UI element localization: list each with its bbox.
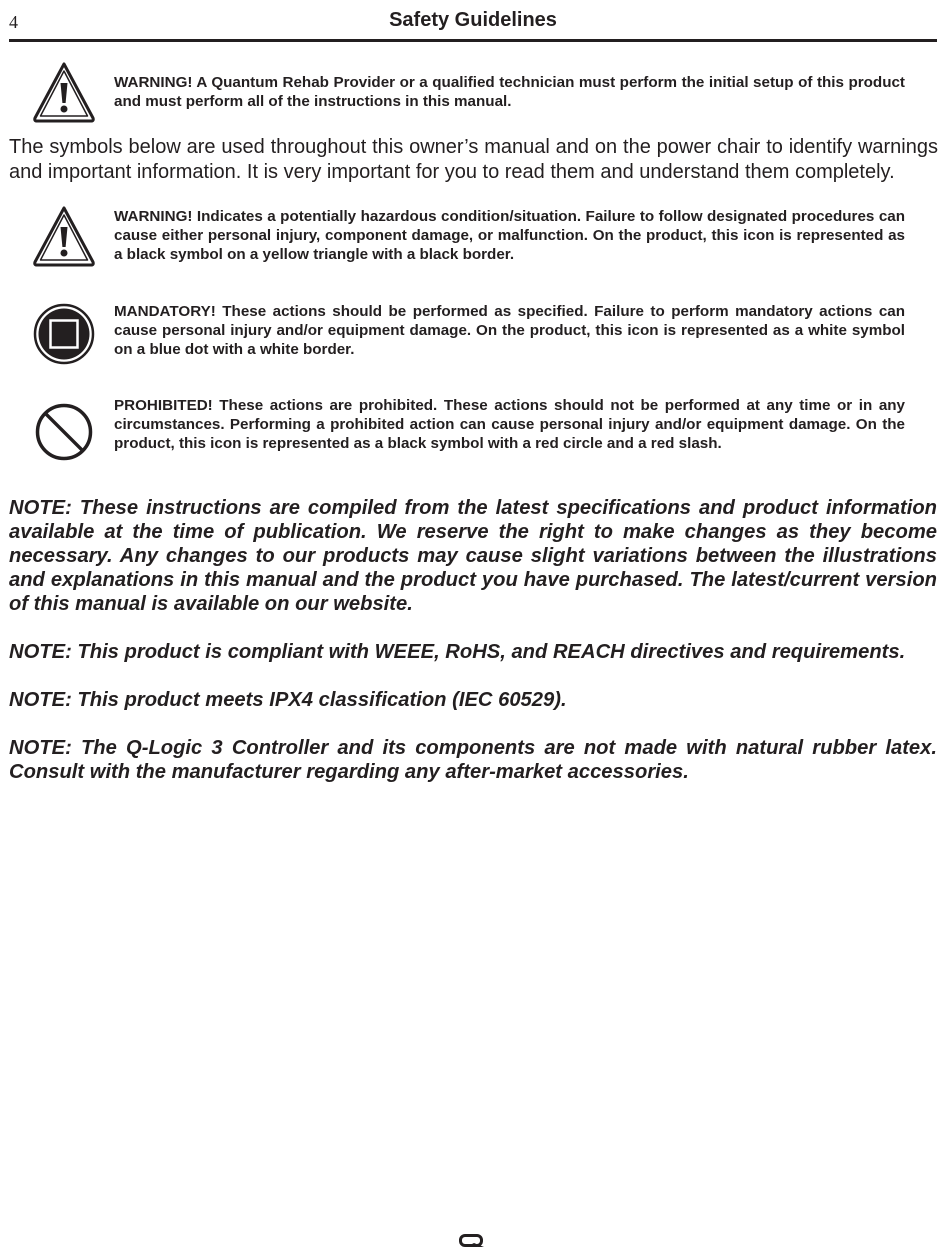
warning-triangle-icon	[32, 61, 96, 125]
note-ipx4: NOTE: This product meets IPX4 classification (IEC 60529).	[9, 689, 567, 711]
notes-section	[9, 496, 937, 808]
prohibited-icon	[32, 400, 96, 464]
quantum-q-logo-icon	[459, 1234, 485, 1248]
note-latex: NOTE: The Q-Logic 3 Controller and its components are not made with natural rubber latex. Consult with the manufacturer regarding any after-market accessories.	[9, 737, 937, 783]
mandatory-definition-text: MANDATORY! These actions should be performed as specified. Failure to perform mandatory actions can cause personal injury and/or equipment damage. On the product, this icon is represented as a white symbol on a blue dot with a white border.	[114, 303, 905, 358]
note-weee-rohs-reach: NOTE: This product is compliant with WEEE, RoHS, and REACH directives and requirements.	[9, 641, 906, 663]
warning-definition-text: WARNING! Indicates a potentially hazardous condition/situation. Failure to follow designated procedures can cause either personal injury, component damage, or malfunction. On the product, this icon is represented as a black symbol on a yellow triangle with a black border.	[114, 208, 905, 263]
warning-triangle-icon	[32, 205, 96, 269]
page-number: 4	[9, 12, 18, 32]
symbols-intro-paragraph: The symbols below are used throughout this owner’s manual and on the power chair to identify warnings and important information. It is very important for you to read them and understand them completely.	[9, 136, 938, 183]
prohibited-definition-text: PROHIBITED! These actions are prohibited. These actions should not be performed at any time or in any circumstances. Performing a prohibited action can cause personal injury and/or equipment damage. On the product, this icon is represented as a black symbol with a red circle and a red slash.	[114, 397, 905, 452]
page-header	[9, 6, 937, 42]
page-title: Safety Guidelines	[389, 9, 557, 31]
note-publication-info: NOTE: These instructions are compiled from the latest specifications and product information available at the time of publication. We reserve the right to make changes as they become necessary. Any changes to our products may cause slight variations between the illustrations and explanations in this manual and the product you have purchased. The latest/current version of this manual is available on our website.	[9, 497, 937, 615]
mandatory-dot-icon	[32, 302, 96, 366]
initial-setup-warning-text: WARNING! A Quantum Rehab Provider or a qualified technician must perform the initial setup of this product and must perform all of the instructions in this manual.	[114, 74, 905, 110]
